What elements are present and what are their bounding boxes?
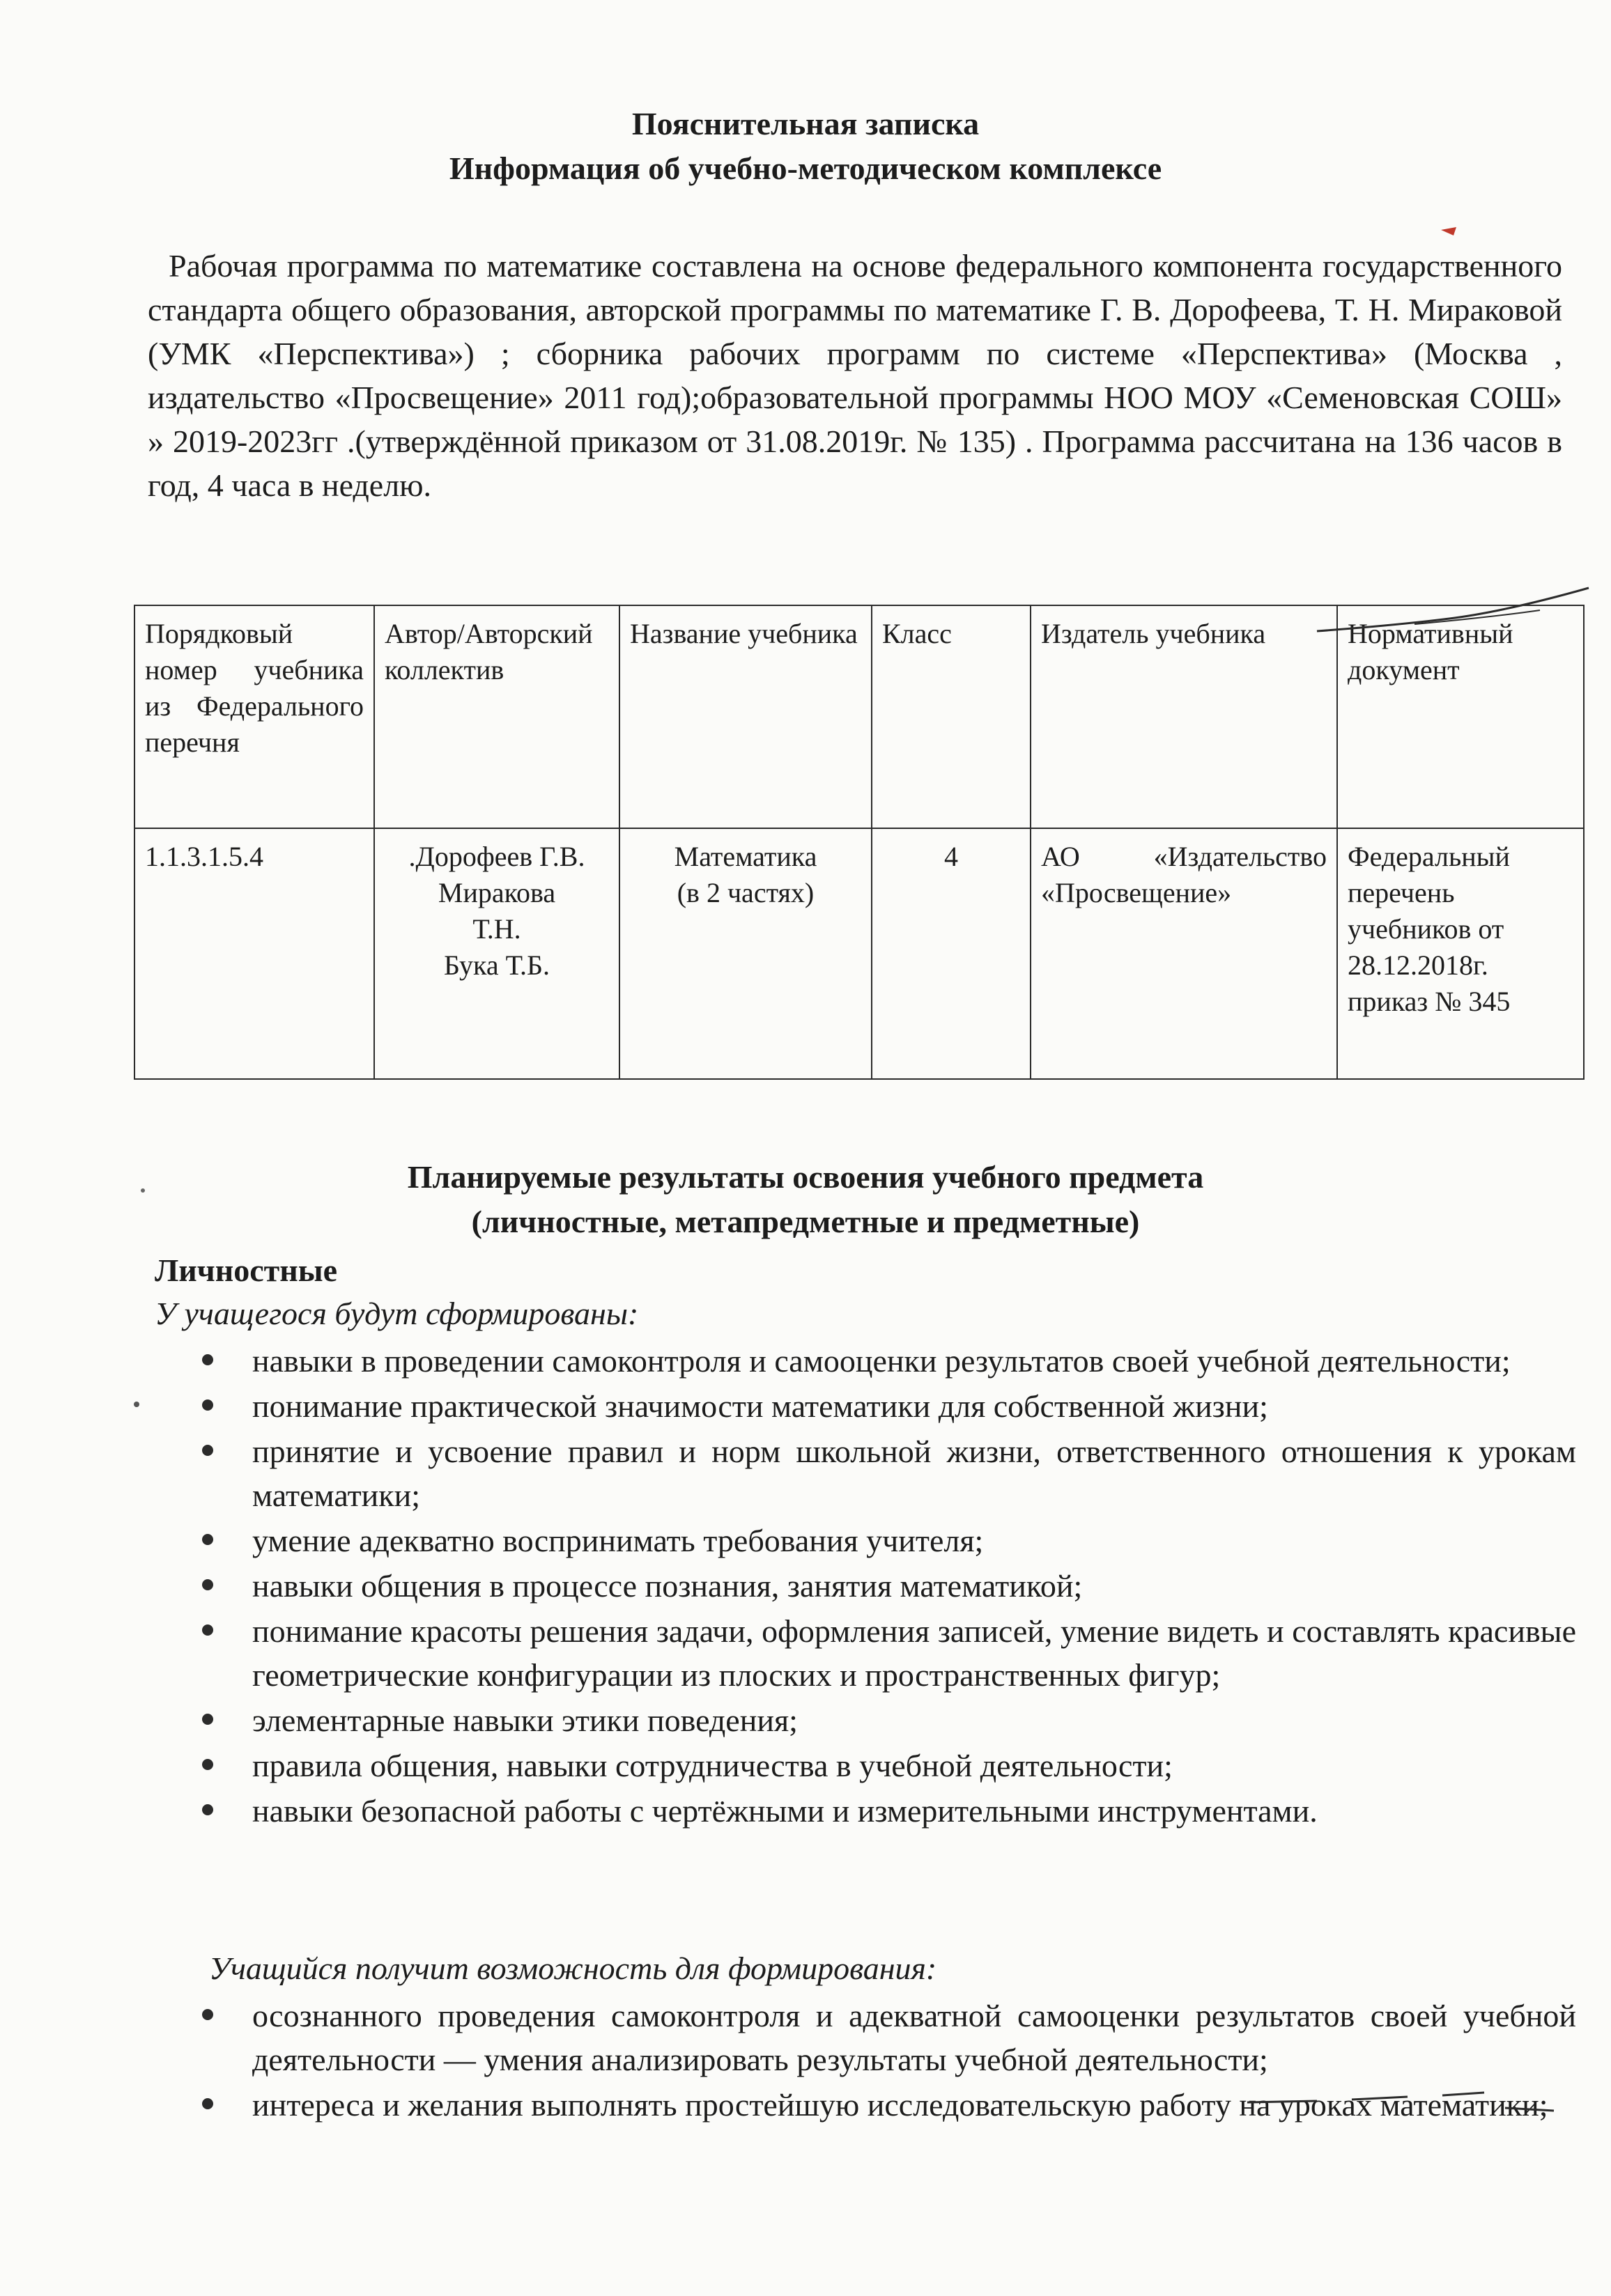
bullet-icon — [202, 2009, 213, 2020]
pen-dash-icon — [1240, 2081, 1568, 2116]
list-item — [202, 1994, 1576, 2081]
bullet-icon — [202, 1804, 213, 1815]
cell-name — [619, 828, 872, 1079]
cell-document-line: 28.12.2018г. — [1348, 949, 1488, 981]
intro-paragraph: Рабочая программа по математике составлена на основе федерального компонента государственного стандарта общего образования, авторской программы по математике Г. В. Дорофеева, Т. Н. Мираковой (УМК «Перспектива») ; сборника рабочих программ по системе «Перспектива» (Москва , издательство «Просвещение» 2011 год);образовательной программы НОО МОУ «Семеновская СОШ» » 2019-2023гг .(утверждённой приказом от 31.08.2019г. № 135) . Программа рассчитана на 136 часов в год, 4 часа в неделю. — [148, 248, 1562, 503]
cell-document-line: Федеральный перечень учебников от — [1348, 841, 1510, 945]
list-item — [202, 1609, 1576, 1697]
bullet-icon — [202, 1445, 213, 1456]
bullet-icon — [202, 1579, 213, 1590]
scan-speck-icon — [139, 1187, 146, 1194]
list-item — [202, 1789, 1576, 1833]
section-subtitle: (личностные, метапредметные и предметные) — [471, 1204, 1140, 1239]
list-item-text: правила общения, навыки сотрудничества в учебной деятельности; — [252, 1748, 1173, 1783]
cell-authors — [374, 828, 619, 1079]
col-header-name: Название учебника — [619, 605, 872, 828]
opportunity-label: Учащийся получит возможность для формирования: — [209, 1950, 937, 1986]
cell-authors-line: Т.Н. — [472, 913, 521, 945]
page-subtitle: Информация об учебно-методическом комплексе — [449, 150, 1162, 186]
list-item-text: элементарные навыки этики поведения; — [252, 1702, 798, 1738]
cell-name-line: (в 2 частях) — [677, 877, 815, 908]
cell-document — [1337, 828, 1584, 1079]
cell-authors-line: Бука Т.Б. — [444, 949, 550, 981]
col-header-grade: Класс — [872, 605, 1031, 828]
bullet-icon — [202, 1759, 213, 1770]
list-item-text: осознанного проведения самоконтроля и адекватной самооценки результатов своей учебной деятельности — умения анализировать результаты учебной деятельности; — [252, 1998, 1576, 2077]
bullet-icon — [202, 1534, 213, 1545]
bullet-icon — [202, 1714, 213, 1725]
list-item — [202, 1519, 1576, 1562]
scan-speck-icon — [132, 1400, 141, 1409]
formed-list — [202, 1339, 1576, 1834]
cell-document-line: приказ № 345 — [1348, 986, 1511, 1017]
col-header-number: Порядковый номер учебника из Федерального перечня — [134, 605, 374, 828]
list-item-text: понимание красоты решения задачи, оформления записей, умение видеть и составлять красивые геометрические конфигурации из плоских и пространственных фигур; — [252, 1613, 1576, 1693]
list-item — [202, 1384, 1576, 1428]
cell-grade: 4 — [872, 828, 1031, 1079]
page-title: Пояснительная записка — [631, 106, 980, 141]
pen-stroke-icon — [1310, 582, 1603, 645]
list-item-text: умение адекватно воспринимать требования учителя; — [252, 1523, 984, 1558]
list-item-text: навыки в проведении самоконтроля и самооценки результатов своей учебной деятельности; — [252, 1343, 1511, 1379]
list-item-text: интереса и желания выполнять простейшую исследовательскую работу на уроках математики; — [252, 2087, 1548, 2123]
umk-table — [134, 605, 1585, 1080]
cell-authors-line: .Дорофеев Г.В. — [408, 841, 585, 872]
section-title: Планируемые результаты освоения учебного предмета — [407, 1159, 1204, 1195]
col-header-authors: Автор/Авторский коллектив — [374, 605, 619, 828]
cell-authors-line: Миракова — [438, 877, 556, 908]
list-item — [202, 1429, 1576, 1517]
bullet-icon — [202, 1624, 213, 1636]
formed-label: У учащегося будут сформированы: — [155, 1296, 639, 1331]
bullet-icon — [202, 2098, 213, 2109]
list-item-text: навыки общения в процессе познания, занятия математикой; — [252, 1568, 1083, 1604]
list-item — [202, 1339, 1576, 1383]
bullet-icon — [202, 1399, 213, 1411]
table-row — [134, 828, 1584, 1079]
bullet-icon — [202, 1354, 213, 1365]
cell-publisher: АО «Издательство «Просвещение» — [1031, 828, 1337, 1079]
list-item-text: понимание практической значимости математики для собственной жизни; — [252, 1388, 1268, 1424]
cell-name-line: Математика — [674, 841, 817, 872]
personal-heading: Личностные — [155, 1252, 338, 1288]
list-item — [202, 1564, 1576, 1608]
list-item-text: навыки безопасной работы с чертёжными и измерительными инструментами. — [252, 1793, 1318, 1829]
list-item-text: принятие и усвоение правил и норм школьной жизни, ответственного отношения к урокам математики; — [252, 1434, 1576, 1513]
list-item — [202, 1744, 1576, 1787]
cell-number: 1.1.3.1.5.4 — [134, 828, 374, 1079]
pen-mark-icon — [1440, 223, 1460, 240]
list-item — [202, 1698, 1576, 1742]
col-header-publisher: Издатель учебника — [1031, 605, 1337, 828]
col-header-document: Нормативный документ — [1337, 605, 1584, 828]
